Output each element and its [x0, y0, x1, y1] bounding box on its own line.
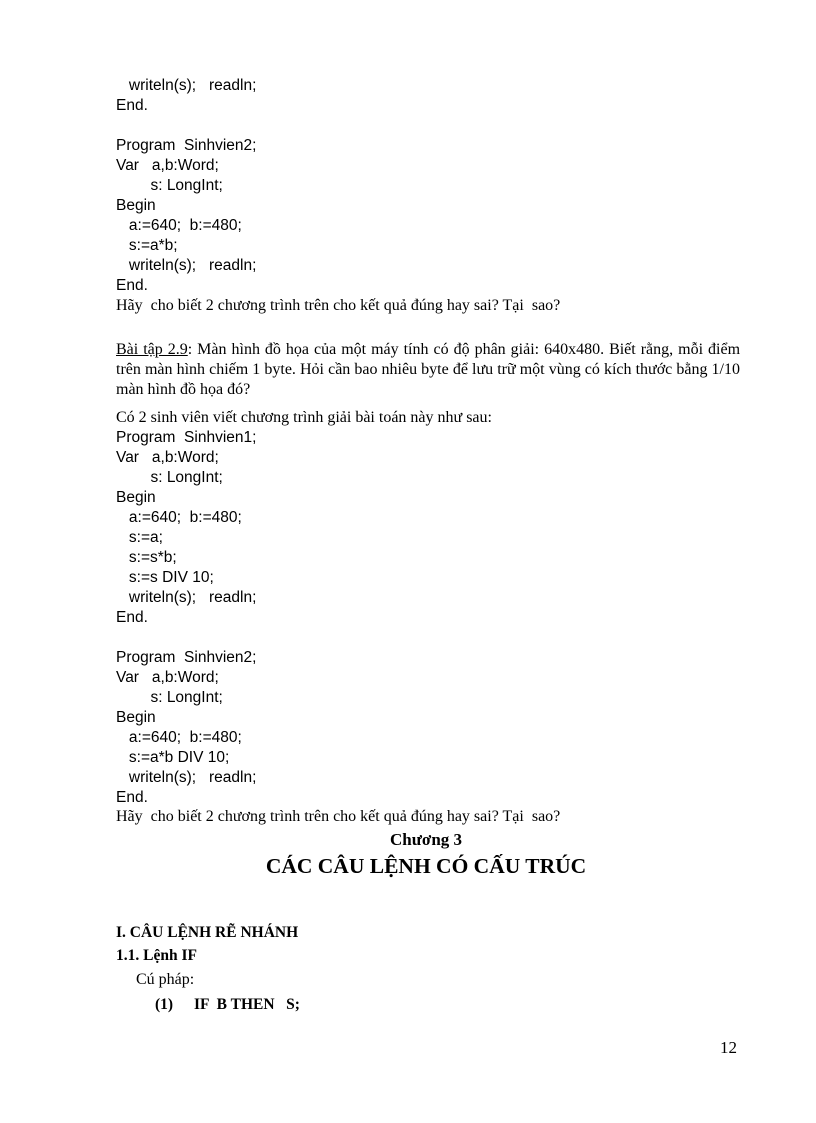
code-line: Var a,b:Word; [116, 157, 219, 174]
chapter-number: Chương 3 [389, 830, 463, 849]
chapter-title: CÁC CÂU LỆNH CÓ CẤU TRÚC [265, 854, 587, 878]
code-line: writeln(s); readln; [116, 589, 257, 606]
exercise-intro: Có 2 sinh viên viết chương trình giải bài toán này như sau: [116, 409, 492, 426]
syntax-code: IF B THEN S; [194, 996, 300, 1013]
code-line: End. [116, 609, 148, 626]
code-line: writeln(s); readln; [116, 77, 257, 94]
subsection-heading: 1.1. Lệnh IF [116, 947, 197, 964]
code-line: s: LongInt; [116, 177, 223, 194]
code-line: s: LongInt; [116, 689, 223, 706]
code-line: Var a,b:Word; [116, 449, 219, 466]
code-line: End. [116, 277, 148, 294]
code-line: End. [116, 789, 148, 806]
code-line: a:=640; b:=480; [116, 729, 242, 746]
code-line: s:=a*b DIV 10; [116, 749, 230, 766]
code-line: Program Sinhvien1; [116, 429, 257, 446]
syntax-label: Cú pháp: [136, 971, 195, 988]
question-text: Hãy cho biết 2 chương trình trên cho kết quả đúng hay sai? Tại sao? [116, 297, 561, 314]
exercise-label: Bài tập 2.9 [116, 341, 188, 358]
code-line: Program Sinhvien2; [116, 137, 257, 154]
code-line: Begin [116, 197, 156, 214]
page-number: 12 [720, 1038, 737, 1057]
exercise-text: : Màn hình đồ họa của một máy tính có độ phân giải: 640x480. Biết rằng, mỗi điểm trên màn hình chiếm 1 byte. Hỏi cần bao nhiêu byte để lưu trữ một vùng có kích thước bằng 1/10 màn hình đồ họa đó? [116, 341, 741, 398]
code-line: Program Sinhvien2; [116, 649, 257, 666]
section-heading: I. CÂU LỆNH RẼ NHÁNH [116, 924, 299, 941]
code-line: Var a,b:Word; [116, 669, 219, 686]
code-line: a:=640; b:=480; [116, 217, 242, 234]
code-line: s: LongInt; [116, 469, 223, 486]
code-line: writeln(s); readln; [116, 769, 257, 786]
code-line: s:=a; [116, 529, 163, 546]
code-line: Begin [116, 489, 156, 506]
code-line: Begin [116, 709, 156, 726]
syntax-number: (1) [155, 996, 174, 1013]
code-line: s:=s DIV 10; [116, 569, 214, 586]
code-line: a:=640; b:=480; [116, 509, 242, 526]
question-text: Hãy cho biết 2 chương trình trên cho kết quả đúng hay sai? Tại sao? [116, 808, 561, 825]
code-line: s:=a*b; [116, 237, 178, 254]
code-line: End. [116, 97, 148, 114]
exercise-paragraph [116, 340, 740, 400]
code-line: s:=s*b; [116, 549, 177, 566]
code-line: writeln(s); readln; [116, 257, 257, 274]
